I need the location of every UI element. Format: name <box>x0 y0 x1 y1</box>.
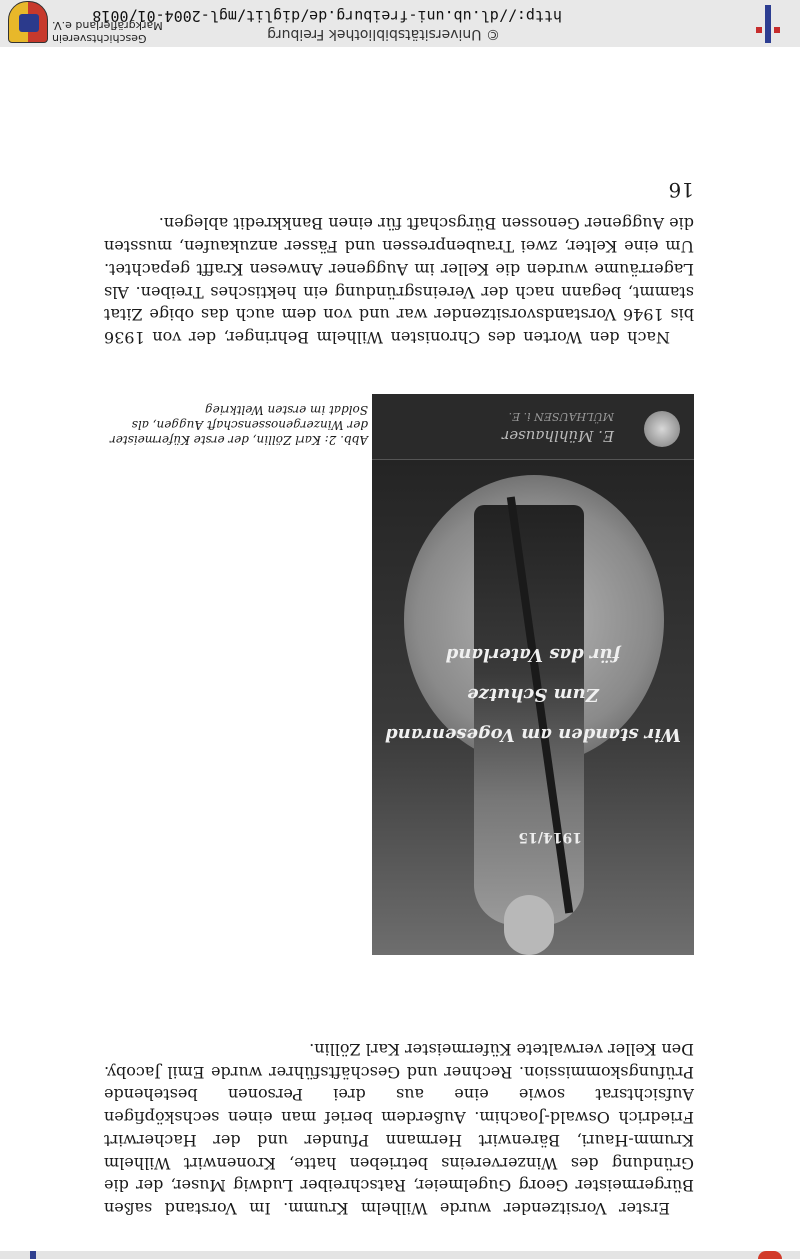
photo-studio-plaque <box>372 394 694 460</box>
figure-caption: Abb. 2: Karl Zöllin, der erste Küfermeister der Winzergenossenschaft Auggen, als Soldat im ersten Weltkrieg <box>109 403 368 447</box>
association-name <box>52 19 192 45</box>
paragraph-board-members <box>104 1037 694 1219</box>
photo-backdrop-text-1: Wir standen am Vogesenrand <box>385 724 681 745</box>
coat-of-arms-icon <box>8 1 48 43</box>
top-strip <box>0 1251 800 1259</box>
soldier-figure <box>474 505 584 925</box>
association-name-line1: Geschichtsverein <box>52 32 147 45</box>
crest-icon-partial <box>758 1251 782 1259</box>
photo-backdrop-text-2: Zum Schutze <box>467 684 599 705</box>
studio-name: E. Mühlhauser <box>502 427 614 445</box>
medal-icon <box>644 411 680 447</box>
association-name-line2: Markgräflerland e.V. <box>52 19 163 32</box>
library-logo-icon <box>748 3 788 43</box>
paragraph-text: Nach den Worten des Chronisten Wilhelm Behringer, der von 1936 bis 1946 Vorstandsvorsitzender war und von dem auch das obige Zitat stammt, begann nach der Vereinsgründung ein hektisches Treiben. Als Lagerräume wurden die Keller im Auggener Anwesen Krafft gepachtet. Um eine Kelter, zwei Traubenpressen und Fässer anzukaufen, mussten die Auggener Genossen Bürgschaft für einen Bankkredit ablegen. <box>104 214 694 347</box>
photo-backdrop-text-3: für das Vaterland <box>445 644 621 665</box>
document-url-link[interactable]: http://dl.ub.uni-freiburg.de/diglit/mgl-2004-01/0018 <box>92 7 562 25</box>
library-logo-icon-partial <box>30 1251 36 1259</box>
footer-bar <box>0 0 800 47</box>
photo-soldier <box>372 394 694 955</box>
paragraph-chronicle <box>104 212 694 348</box>
paragraph-text: Erster Vorsitzender wurde Wilhelm Krumm. Im Vorstand saßen Bürgermeister Georg Gugelmeier, Ratschreiber Ludwig Muser, der die Gründung des Winzervereins betrieben hatte, Kronenwirt Wilhelm Krumm-Hauri, Bärenwirt Hermann Pfunder und der Hacherwirt Friedrich Oswald-Joachim. Außerdem berief man einen sechsköpfigen Aufsichtsrat sowie eine aus drei Personen bestehende Prüfungskommission. Rechner und Geschäftsführer wurde Emil Jacoby. Den Keller verwaltete Küfermeister Karl Zöllin. <box>104 1040 694 1218</box>
photo-year-text: 1914/15 <box>518 829 582 845</box>
page-number: 16 <box>668 178 694 202</box>
soldier-head <box>504 895 554 955</box>
copyright-text: © Universitätsbibliothek Freiburg <box>267 26 500 42</box>
studio-location: MÜLHAUSEN i. E. <box>508 410 614 423</box>
